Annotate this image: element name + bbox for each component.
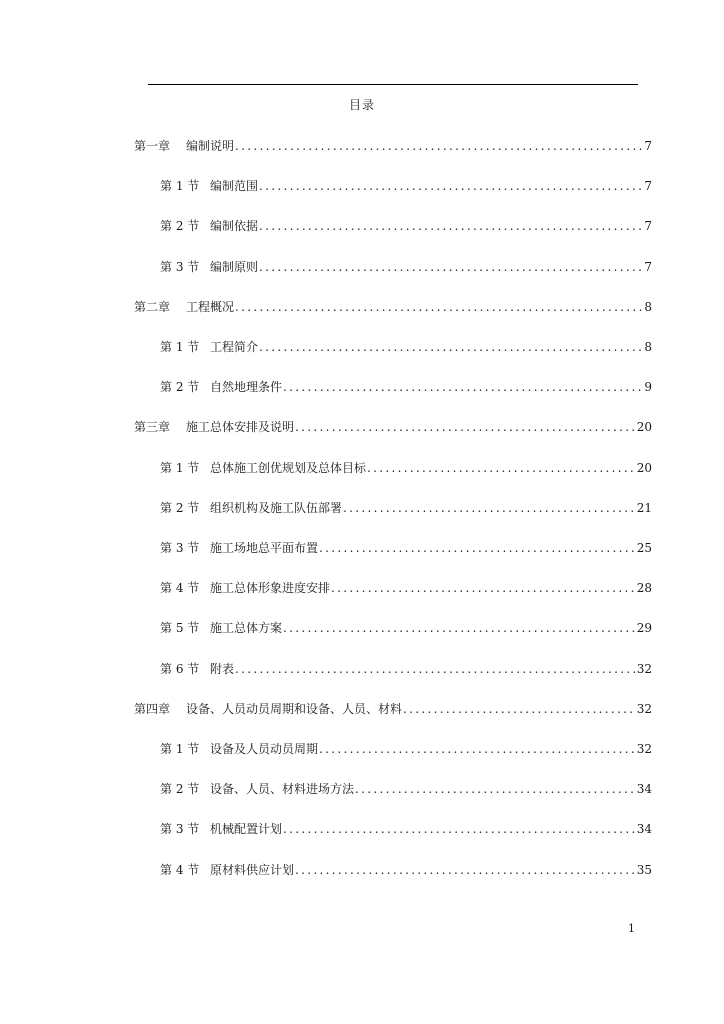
toc-entry-page: 7	[644, 139, 652, 153]
toc-dot-leader	[235, 138, 643, 154]
toc-chapter-entry[interactable]	[134, 299, 652, 315]
toc-entry-title: 设备、人员动员周期和设备、人员、材料	[186, 702, 403, 716]
toc-dot-leader	[283, 379, 643, 395]
toc-entry-page: 35	[636, 863, 652, 877]
toc-entry-title: 施工总体安排及说明	[186, 420, 295, 434]
toc-dot-leader	[283, 620, 636, 636]
toc-dot-leader	[295, 419, 636, 435]
toc-section-entry[interactable]	[160, 661, 652, 677]
toc-entry-number: 第 6 节	[160, 662, 200, 676]
toc-section-entry[interactable]	[160, 379, 652, 395]
toc-dot-leader	[319, 540, 636, 556]
toc-entry-page: 8	[644, 300, 652, 314]
toc-entry-page: 7	[644, 219, 652, 233]
toc-entry-page: 34	[636, 782, 652, 796]
toc-dot-leader	[367, 460, 636, 476]
toc-chapter-entry[interactable]	[134, 701, 652, 717]
toc-entry-page: 32	[636, 662, 652, 676]
toc-entry-page: 8	[644, 340, 652, 354]
toc-section-entry[interactable]	[160, 620, 652, 636]
toc-entry-number: 第 1 节	[160, 179, 200, 193]
toc-entry-number: 第 4 节	[160, 863, 200, 877]
toc-title: 目录	[348, 98, 375, 112]
toc-entry-number: 第 2 节	[160, 219, 200, 233]
toc-entry-number: 第 2 节	[160, 501, 200, 515]
toc-section-entry[interactable]	[160, 178, 652, 194]
toc-dot-leader	[259, 178, 643, 194]
toc-dot-leader	[331, 580, 636, 596]
toc-dot-leader	[295, 862, 636, 878]
toc-entry-page: 32	[636, 702, 652, 716]
toc-entry-number: 第三章	[134, 420, 171, 434]
toc-entry-title: 编制说明	[186, 139, 235, 153]
header-rule	[148, 84, 638, 85]
toc-entry-title: 工程概况	[186, 300, 235, 314]
toc-entry-title: 施工总体方案	[210, 621, 283, 635]
toc-dot-leader	[259, 259, 643, 275]
toc-entry-number: 第 1 节	[160, 742, 200, 756]
toc-entry-title: 组织机构及施工队伍部署	[210, 501, 343, 515]
toc-entry-title: 附表	[210, 662, 235, 676]
toc-entry-title: 编制范围	[210, 179, 259, 193]
toc-section-entry[interactable]	[160, 821, 652, 837]
toc-entry-number: 第 3 节	[160, 822, 200, 836]
toc-entry-title: 施工总体形象进度安排	[210, 581, 331, 595]
toc-entry-page: 32	[636, 742, 652, 756]
toc-entry-page: 28	[636, 581, 652, 595]
toc-entry-number: 第一章	[134, 139, 171, 153]
toc-entry-number: 第四章	[134, 702, 171, 716]
toc-entry-number: 第 1 节	[160, 461, 200, 475]
toc-section-entry[interactable]	[160, 460, 652, 476]
toc-section-entry[interactable]	[160, 339, 652, 355]
toc-section-entry[interactable]	[160, 540, 652, 556]
toc-entry-number: 第 2 节	[160, 782, 200, 796]
toc-entry-number: 第 4 节	[160, 581, 200, 595]
toc-entry-title: 编制原则	[210, 260, 259, 274]
toc-chapter-entry[interactable]	[134, 138, 652, 154]
toc-entry-page: 7	[644, 179, 652, 193]
toc-section-entry[interactable]	[160, 862, 652, 878]
toc-entry-number: 第 3 节	[160, 541, 200, 555]
toc-entry-title: 设备及人员动员周期	[210, 742, 319, 756]
toc-section-entry[interactable]	[160, 741, 652, 757]
toc-entry-title: 施工场地总平面布置	[210, 541, 319, 555]
toc-dot-leader	[355, 781, 636, 797]
toc-dot-leader	[259, 218, 643, 234]
toc-entry-title: 编制依据	[210, 219, 259, 233]
toc-entry-page: 34	[636, 822, 652, 836]
toc-dot-leader	[403, 701, 636, 717]
page-number: 1	[628, 922, 635, 935]
toc-section-entry[interactable]	[160, 218, 652, 234]
toc-dot-leader	[259, 339, 643, 355]
toc-section-entry[interactable]	[160, 259, 652, 275]
toc-dot-leader	[283, 821, 636, 837]
toc-chapter-entry[interactable]	[134, 419, 652, 435]
toc-entry-page: 25	[636, 541, 652, 555]
toc-entry-title: 机械配置计划	[210, 822, 283, 836]
toc-entry-number: 第 5 节	[160, 621, 200, 635]
toc-entry-title: 自然地理条件	[210, 380, 283, 394]
toc-dot-leader	[235, 661, 636, 677]
toc-dot-leader	[235, 299, 643, 315]
toc-section-entry[interactable]	[160, 500, 652, 516]
toc-dot-leader	[319, 741, 636, 757]
toc-section-entry[interactable]	[160, 580, 652, 596]
toc-entry-page: 21	[636, 501, 652, 515]
toc-entry-title: 原材料供应计划	[210, 863, 295, 877]
toc-entry-number: 第 2 节	[160, 380, 200, 394]
toc-entry-number: 第 1 节	[160, 340, 200, 354]
toc-entry-title: 工程简介	[210, 340, 259, 354]
toc-dot-leader	[343, 500, 636, 516]
toc-entry-page: 29	[636, 621, 652, 635]
toc-entry-title: 设备、人员、材料进场方法	[210, 782, 355, 796]
toc-entry-number: 第 3 节	[160, 260, 200, 274]
toc-entry-page: 9	[644, 380, 652, 394]
toc-entry-number: 第二章	[134, 300, 171, 314]
toc-section-entry[interactable]	[160, 781, 652, 797]
toc-entry-page: 20	[636, 461, 652, 475]
toc-entry-title: 总体施工创优规划及总体目标	[210, 461, 367, 475]
toc-entry-page: 20	[636, 420, 652, 434]
toc-entry-page: 7	[644, 260, 652, 274]
